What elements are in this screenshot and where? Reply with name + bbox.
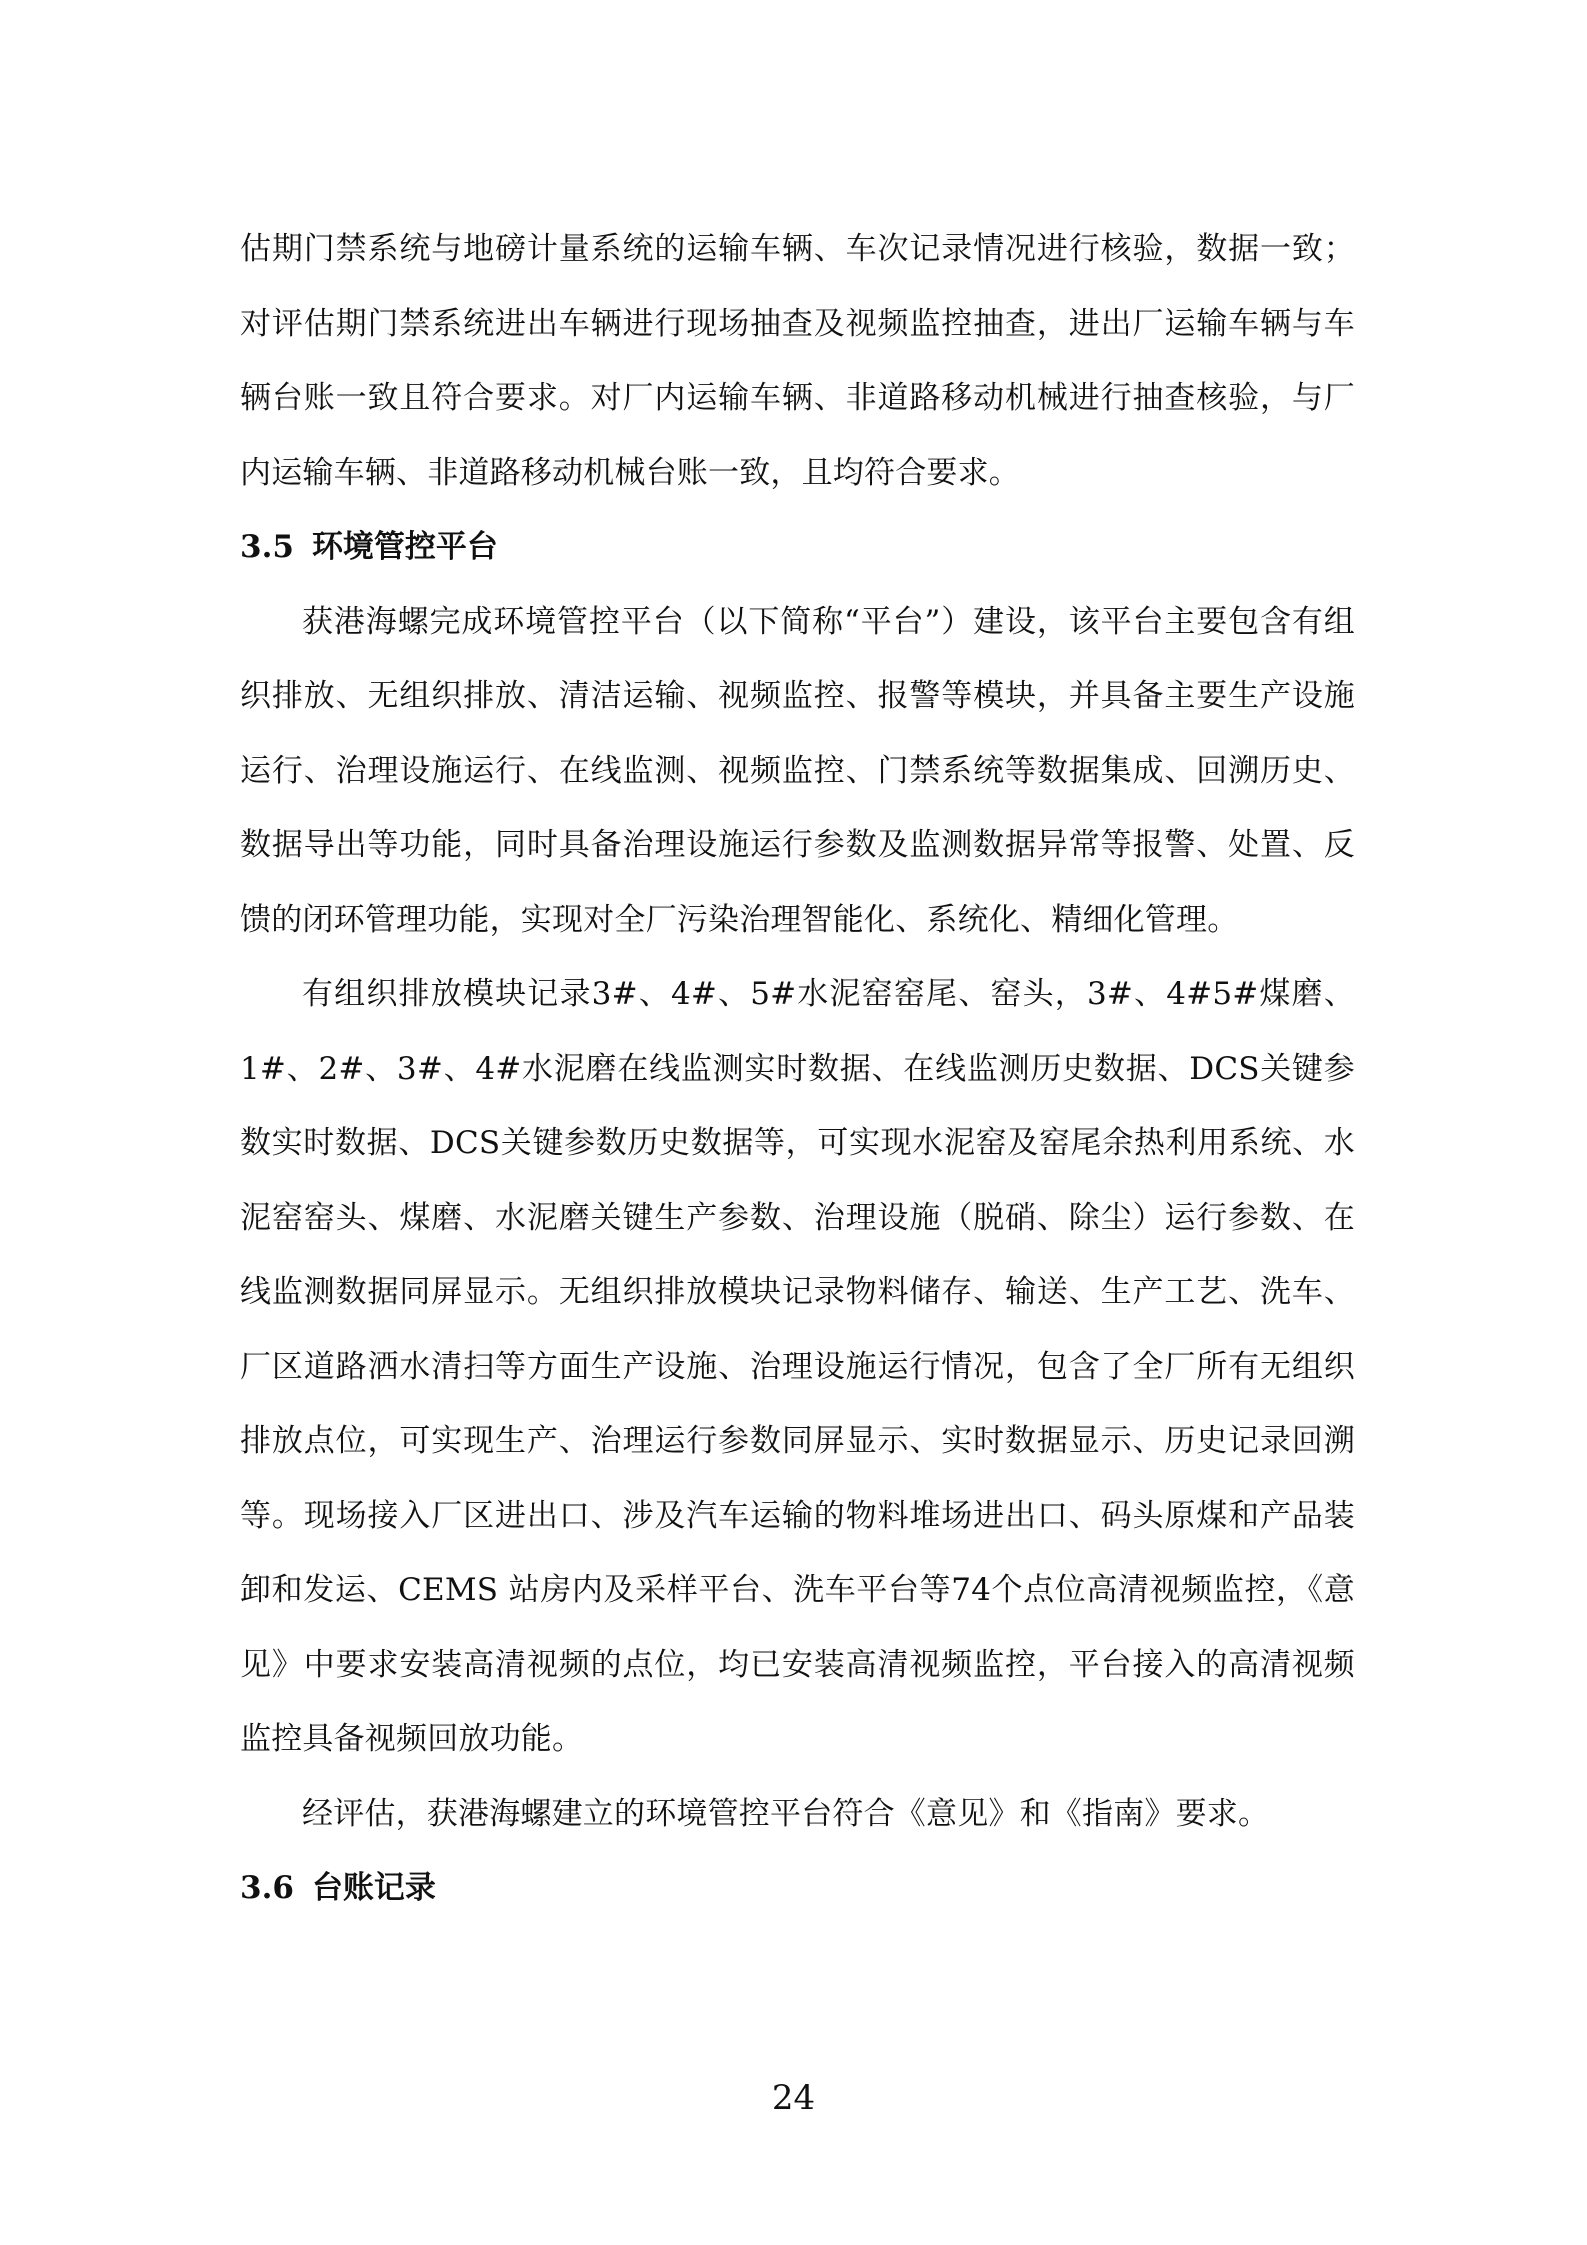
section-heading-3-5 (240, 510, 1355, 585)
paragraph-platform-modules: 有组织排放模块记录3#、4#、5#水泥窑窑尾、窑头，3#、4#5#煤磨、1#、2#、3#、4#水泥磨在线监测实时数据、在线监测历史数据、DCS关键参数实时数据、DCS关键参数历史数据等，可实现水泥窑及窑尾余热利用系统、水泥窑窑头、煤磨、水泥磨关键生产参数、治理设施（脱硝、除尘）运行参数、在线监测数据同屏显示。无组织排放模块记录物料储存、输送、生产工艺、洗车、厂区道路洒水清扫等方面生产设施、治理设施运行情况，包含了全厂所有无组织排放点位，可实现生产、治理运行参数同屏显示、实时数据显示、历史记录回溯等。现场接入厂区进出口、涉及汽车运输的物料堆场进出口、码头原煤和产品装卸和发运、CEMS 站房内及采样平台、洗车平台等74个点位高清视频监控，《意见》中要求安装高清视频的点位，均已安装高清视频监控，平台接入的高清视频监控具备视频回放功能。 (240, 976, 1355, 1757)
section-number: 3.6 (240, 1870, 294, 1906)
paragraph-platform-conclusion: 经评估，获港海螺建立的环境管控平台符合《意见》和《指南》要求。 (302, 1795, 1270, 1832)
section-number: 3.5 (240, 529, 294, 565)
section-heading-3-6 (240, 1851, 1355, 1926)
page-number: 24 (771, 2078, 816, 2118)
paragraph-transport-verification: 估期门禁系统与地磅计量系统的运输车辆、车次记录情况进行核验，数据一致；对评估期门禁系统进出车辆进行现场抽查及视频监控抽查，进出厂运输车辆与车辆台账一致且符合要求。对厂内运输车辆、非道路移动机械进行抽查核验，与厂内运输车辆、非道路移动机械台账一致，且均符合要求。 (240, 231, 1355, 491)
section-title: 台账记录 (311, 1870, 436, 1906)
section-title: 环境管控平台 (311, 529, 498, 565)
paragraph-platform-overview: 获港海螺完成环境管控平台（以下简称“平台”）建设，该平台主要包含有组织排放、无组织排放、清洁运输、视频监控、报警等模块，并具备主要生产设施运行、治理设施运行、在线监测、视频监控、门禁系统等数据集成、回溯历史、数据导出等功能，同时具备治理设施运行参数及监测数据异常等报警、处置、反馈的闭环管理功能，实现对全厂污染治理智能化、系统化、精细化管理。 (240, 603, 1355, 938)
page-content (240, 212, 1355, 1926)
